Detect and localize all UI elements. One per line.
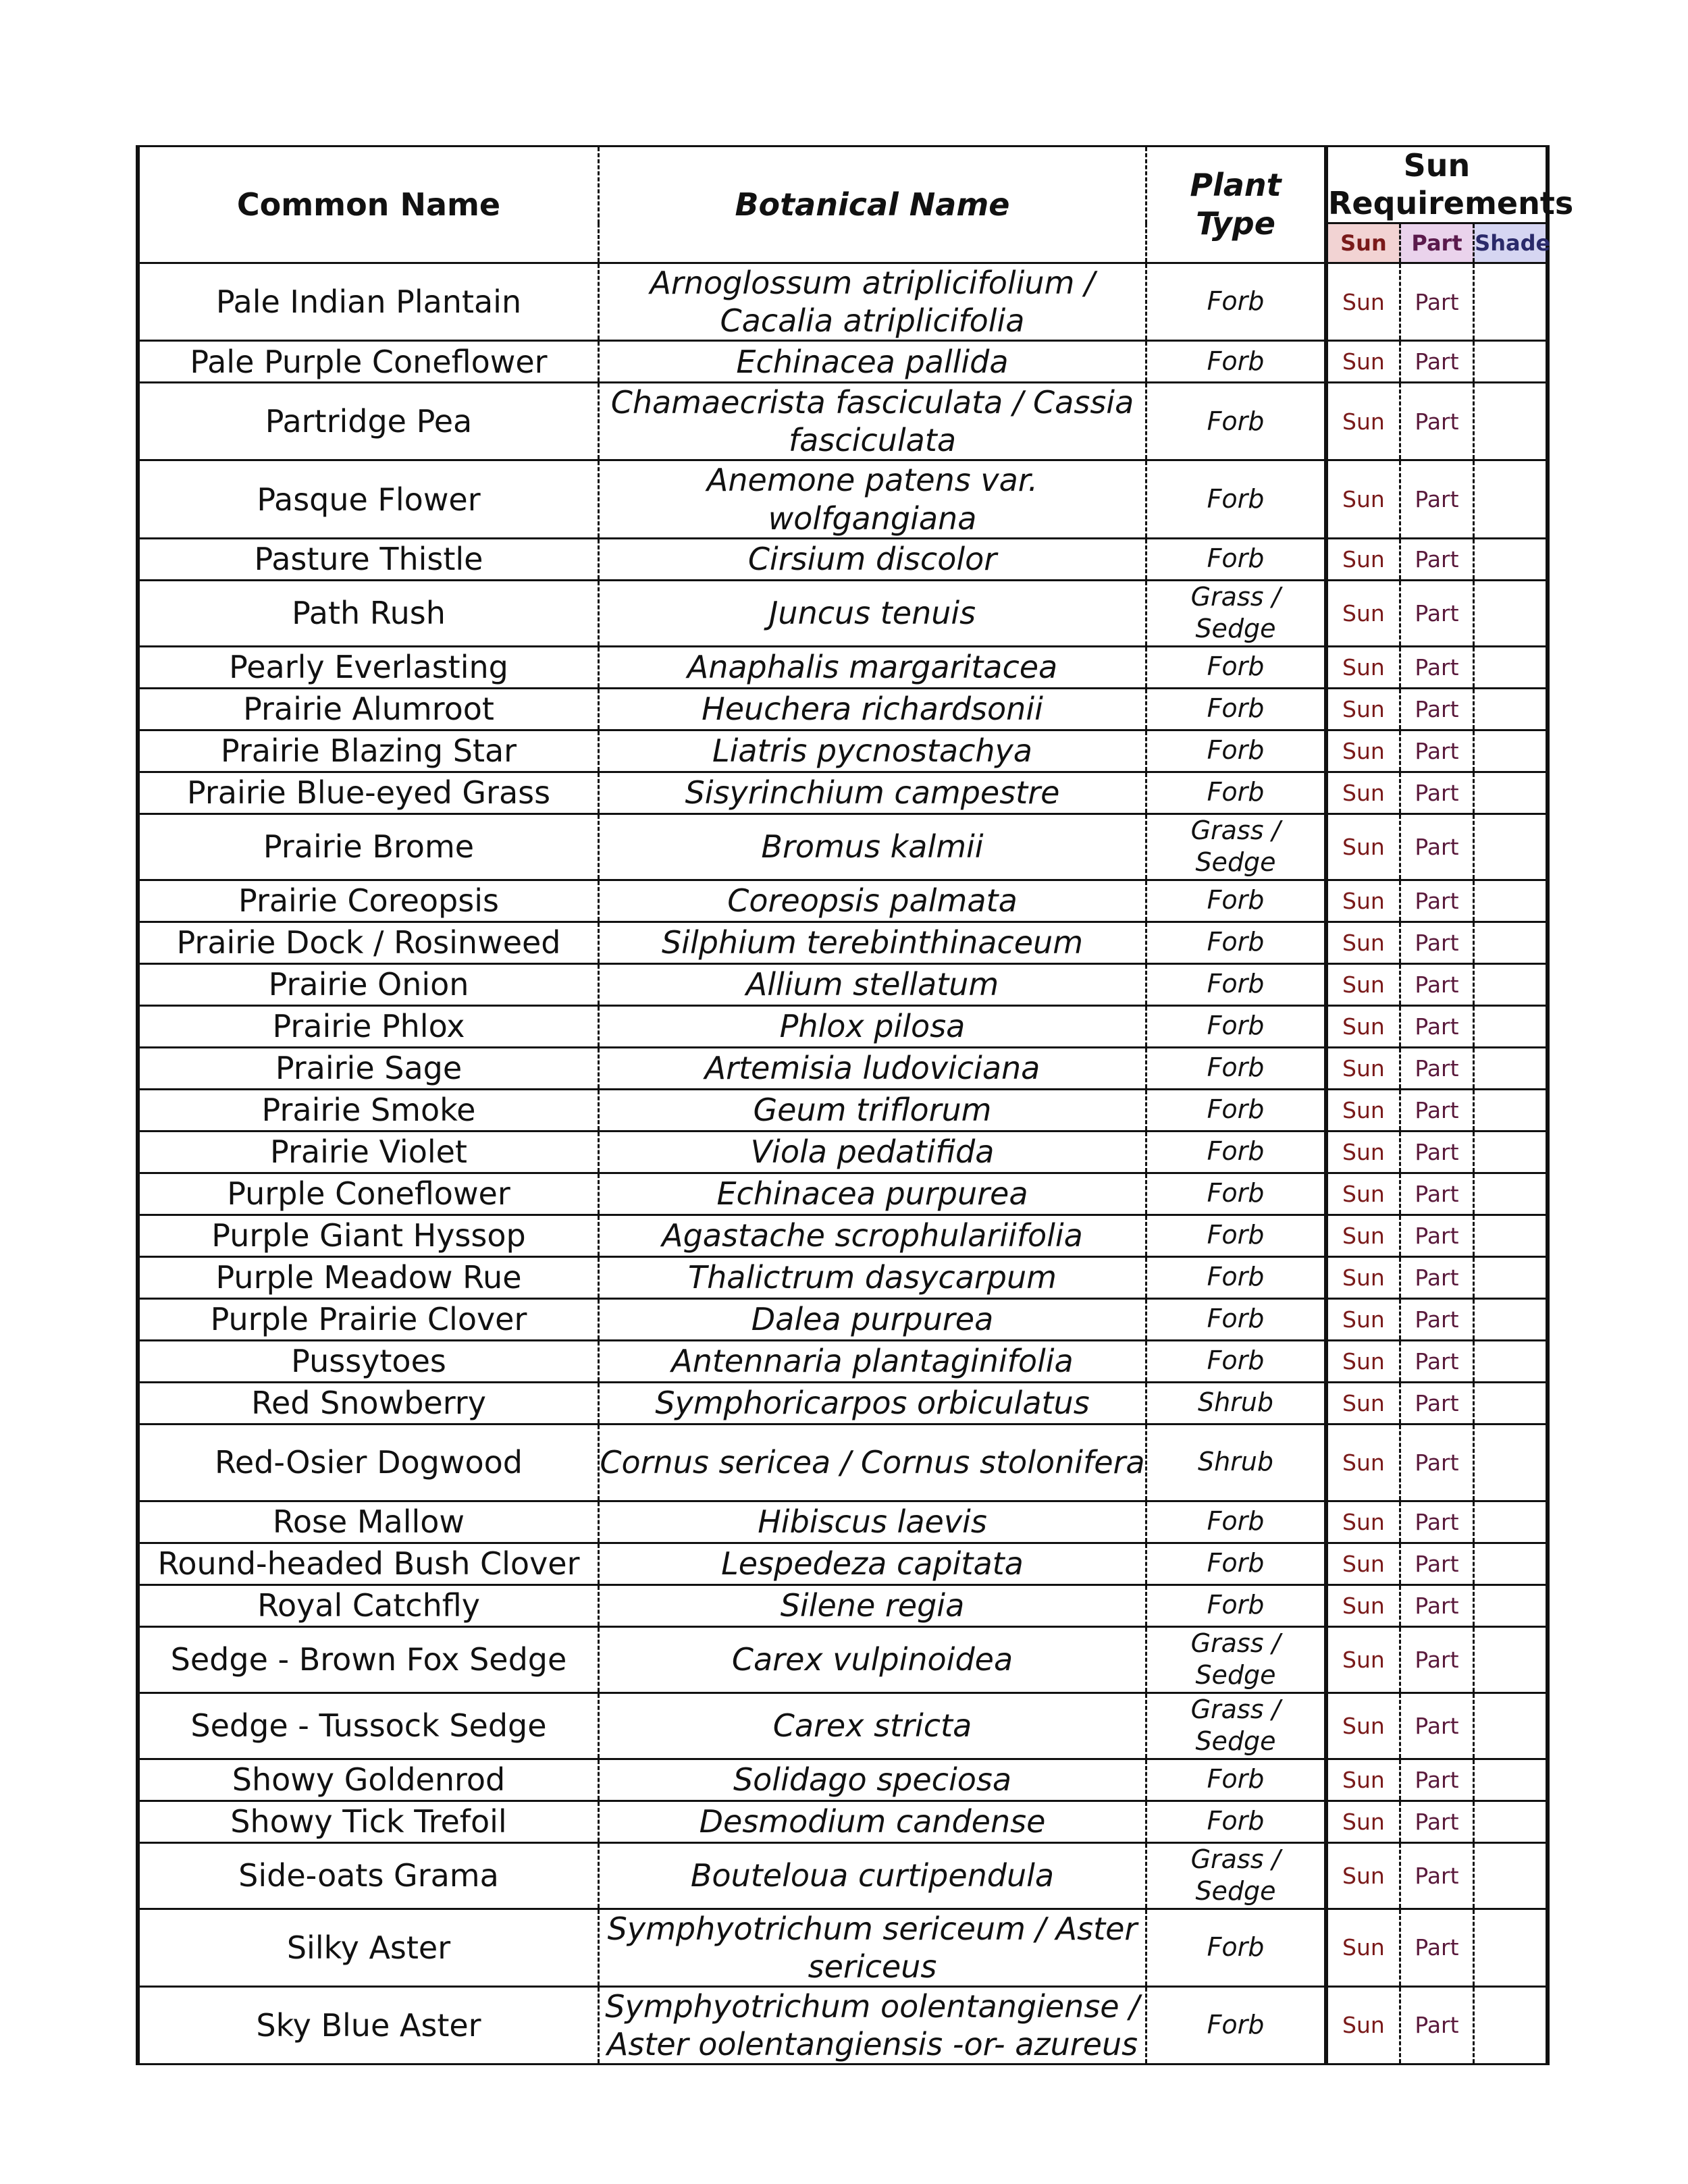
- common-name-cell: Showy Goldenrod: [138, 1759, 599, 1801]
- shade-cell: [1474, 1801, 1548, 1842]
- sun-cell: Sun: [1326, 1501, 1400, 1543]
- common-name-cell: Purple Coneflower: [138, 1173, 599, 1215]
- plant-type-cell: Grass / Sedge: [1146, 814, 1327, 880]
- part-cell: Part: [1400, 538, 1473, 580]
- botanical-name-cell: Viola pedatifida: [599, 1131, 1146, 1173]
- common-name-cell: Silky Aster: [138, 1909, 599, 1986]
- botanical-name-cell: Anaphalis margaritacea: [599, 646, 1146, 688]
- part-cell: Part: [1400, 1584, 1473, 1626]
- common-name-cell: Sky Blue Aster: [138, 1986, 599, 2064]
- common-name-cell: Prairie Sage: [138, 1047, 599, 1089]
- common-name-cell: Prairie Phlox: [138, 1005, 599, 1047]
- part-cell: Part: [1400, 1501, 1473, 1543]
- part-cell: Part: [1400, 383, 1473, 460]
- shade-cell: [1474, 538, 1548, 580]
- sun-cell: Sun: [1326, 341, 1400, 383]
- botanical-name-cell: Heuchera richardsonii: [599, 688, 1146, 730]
- sun-cell: Sun: [1326, 922, 1400, 963]
- shade-cell: [1474, 730, 1548, 772]
- sun-cell: Sun: [1326, 1759, 1400, 1801]
- header-botanical-name: Botanical Name: [599, 147, 1146, 263]
- common-name-cell: Round-headed Bush Clover: [138, 1543, 599, 1584]
- common-name-cell: Rose Mallow: [138, 1501, 599, 1543]
- part-cell: Part: [1400, 580, 1473, 646]
- table-row: [138, 1256, 1548, 1298]
- botanical-name-cell: Symphyotrichum oolentangiense / Aster oolentangiensis -or- azureus: [599, 1986, 1146, 2064]
- sun-cell: Sun: [1326, 1382, 1400, 1424]
- table-row: [138, 730, 1548, 772]
- plant-type-cell: Forb: [1146, 1501, 1327, 1543]
- part-cell: Part: [1400, 922, 1473, 963]
- sun-cell: Sun: [1326, 1801, 1400, 1842]
- botanical-name-cell: Symphoricarpos orbiculatus: [599, 1382, 1146, 1424]
- botanical-name-cell: Carex vulpinoidea: [599, 1626, 1146, 1693]
- part-cell: Part: [1400, 646, 1473, 688]
- part-cell: Part: [1400, 1626, 1473, 1693]
- table-row: [138, 963, 1548, 1005]
- plant-type-cell: Forb: [1146, 1340, 1327, 1382]
- common-name-cell: Purple Prairie Clover: [138, 1298, 599, 1340]
- part-cell: Part: [1400, 1759, 1473, 1801]
- botanical-name-cell: Sisyrinchium campestre: [599, 772, 1146, 814]
- table-row: [138, 1131, 1548, 1173]
- header-common-name: Common Name: [138, 147, 599, 263]
- common-name-cell: Pasque Flower: [138, 460, 599, 538]
- shade-cell: [1474, 341, 1548, 383]
- plant-type-cell: Forb: [1146, 1173, 1327, 1215]
- part-cell: Part: [1400, 460, 1473, 538]
- shade-cell: [1474, 1089, 1548, 1131]
- shade-cell: [1474, 1256, 1548, 1298]
- botanical-name-cell: Solidago speciosa: [599, 1759, 1146, 1801]
- shade-cell: [1474, 922, 1548, 963]
- botanical-name-cell: Dalea purpurea: [599, 1298, 1146, 1340]
- plant-rows: [138, 263, 1548, 2065]
- plant-type-cell: Forb: [1146, 646, 1327, 688]
- shade-cell: [1474, 1626, 1548, 1693]
- botanical-name-cell: Silene regia: [599, 1584, 1146, 1626]
- sun-cell: Sun: [1326, 580, 1400, 646]
- sun-cell: Sun: [1326, 1173, 1400, 1215]
- header-shade: Shade: [1474, 223, 1548, 263]
- shade-cell: [1474, 580, 1548, 646]
- plant-type-cell: Forb: [1146, 263, 1327, 341]
- botanical-name-cell: Bromus kalmii: [599, 814, 1146, 880]
- sun-cell: Sun: [1326, 1131, 1400, 1173]
- sun-cell: Sun: [1326, 1005, 1400, 1047]
- plant-type-cell: Forb: [1146, 1089, 1327, 1131]
- plant-type-cell: Forb: [1146, 1131, 1327, 1173]
- table-row: [138, 1543, 1548, 1584]
- part-cell: Part: [1400, 1842, 1473, 1909]
- table-row: [138, 646, 1548, 688]
- plant-type-cell: Forb: [1146, 922, 1327, 963]
- plant-type-cell: Forb: [1146, 1256, 1327, 1298]
- shade-cell: [1474, 1173, 1548, 1215]
- table-row: [138, 1173, 1548, 1215]
- table-row: [138, 1801, 1548, 1842]
- part-cell: Part: [1400, 1382, 1473, 1424]
- botanical-name-cell: Symphyotrichum sericeum / Aster sericeus: [599, 1909, 1146, 1986]
- table-row: [138, 1298, 1548, 1340]
- table-row: [138, 341, 1548, 383]
- sun-cell: Sun: [1326, 1842, 1400, 1909]
- sun-cell: Sun: [1326, 1584, 1400, 1626]
- part-cell: Part: [1400, 1256, 1473, 1298]
- shade-cell: [1474, 1501, 1548, 1543]
- botanical-name-cell: Antennaria plantaginifolia: [599, 1340, 1146, 1382]
- part-cell: Part: [1400, 880, 1473, 922]
- common-name-cell: Showy Tick Trefoil: [138, 1801, 599, 1842]
- plant-type-cell: Forb: [1146, 383, 1327, 460]
- table-row: [138, 1382, 1548, 1424]
- plant-table: [136, 145, 1574, 2065]
- botanical-name-cell: Geum triflorum: [599, 1089, 1146, 1131]
- shade-cell: [1474, 772, 1548, 814]
- header-sun: Sun: [1326, 223, 1400, 263]
- table-row: [138, 1005, 1548, 1047]
- shade-cell: [1474, 1215, 1548, 1256]
- table-row: [138, 922, 1548, 963]
- sun-cell: Sun: [1326, 730, 1400, 772]
- table-row: [138, 1626, 1548, 1693]
- botanical-name-cell: Echinacea purpurea: [599, 1173, 1146, 1215]
- part-cell: Part: [1400, 1005, 1473, 1047]
- sun-cell: Sun: [1326, 1256, 1400, 1298]
- botanical-name-cell: Juncus tenuis: [599, 580, 1146, 646]
- common-name-cell: Prairie Dock / Rosinweed: [138, 922, 599, 963]
- part-cell: Part: [1400, 1047, 1473, 1089]
- part-cell: Part: [1400, 1801, 1473, 1842]
- sun-cell: Sun: [1326, 1215, 1400, 1256]
- common-name-cell: Prairie Violet: [138, 1131, 599, 1173]
- part-cell: Part: [1400, 688, 1473, 730]
- sun-cell: Sun: [1326, 646, 1400, 688]
- sun-cell: Sun: [1326, 1424, 1400, 1501]
- plant-type-cell: Forb: [1146, 963, 1327, 1005]
- common-name-cell: Red-Osier Dogwood: [138, 1424, 599, 1501]
- plant-type-cell: Forb: [1146, 1543, 1327, 1584]
- part-cell: Part: [1400, 263, 1473, 341]
- table-row: [138, 1215, 1548, 1256]
- common-name-cell: Side-oats Grama: [138, 1842, 599, 1909]
- part-cell: Part: [1400, 963, 1473, 1005]
- sun-cell: Sun: [1326, 963, 1400, 1005]
- sun-cell: Sun: [1326, 1693, 1400, 1759]
- common-name-cell: Purple Meadow Rue: [138, 1256, 599, 1298]
- shade-cell: [1474, 1909, 1548, 1986]
- botanical-name-cell: Bouteloua curtipendula: [599, 1842, 1146, 1909]
- botanical-name-cell: Agastache scrophulariifolia: [599, 1215, 1146, 1256]
- part-cell: Part: [1400, 730, 1473, 772]
- common-name-cell: Prairie Coreopsis: [138, 880, 599, 922]
- common-name-cell: Pussytoes: [138, 1340, 599, 1382]
- botanical-name-cell: Cirsium discolor: [599, 538, 1146, 580]
- table-row: [138, 460, 1548, 538]
- shade-cell: [1474, 1047, 1548, 1089]
- common-name-cell: Prairie Smoke: [138, 1089, 599, 1131]
- sun-cell: Sun: [1326, 772, 1400, 814]
- part-cell: Part: [1400, 1215, 1473, 1256]
- plant-type-cell: Forb: [1146, 1986, 1327, 2064]
- plant-type-cell: Forb: [1146, 1909, 1327, 1986]
- common-name-cell: Sedge - Tussock Sedge: [138, 1693, 599, 1759]
- sun-cell: Sun: [1326, 1909, 1400, 1986]
- shade-cell: [1474, 460, 1548, 538]
- shade-cell: [1474, 1298, 1548, 1340]
- shade-cell: [1474, 963, 1548, 1005]
- common-name-cell: Prairie Onion: [138, 963, 599, 1005]
- plant-type-cell: Forb: [1146, 688, 1327, 730]
- sun-cell: Sun: [1326, 688, 1400, 730]
- table-row: [138, 1759, 1548, 1801]
- botanical-name-cell: Anemone patens var. wolfgangiana: [599, 460, 1146, 538]
- common-name-cell: Pale Purple Coneflower: [138, 341, 599, 383]
- shade-cell: [1474, 688, 1548, 730]
- shade-cell: [1474, 1131, 1548, 1173]
- botanical-name-cell: Cornus sericea / Cornus stolonifera: [599, 1424, 1146, 1501]
- table-row: [138, 538, 1548, 580]
- plant-type-cell: Shrub: [1146, 1424, 1327, 1501]
- sun-cell: Sun: [1326, 1089, 1400, 1131]
- shade-cell: [1474, 814, 1548, 880]
- table-row: [138, 1501, 1548, 1543]
- shade-cell: [1474, 1424, 1548, 1501]
- part-cell: Part: [1400, 1986, 1473, 2064]
- shade-cell: [1474, 1005, 1548, 1047]
- shade-cell: [1474, 1543, 1548, 1584]
- table-row: [138, 880, 1548, 922]
- botanical-name-cell: Arnoglossum atriplicifolium / Cacalia atriplicifolia: [599, 263, 1146, 341]
- botanical-name-cell: Coreopsis palmata: [599, 880, 1146, 922]
- sun-cell: Sun: [1326, 1986, 1400, 2064]
- botanical-name-cell: Thalictrum dasycarpum: [599, 1256, 1146, 1298]
- header-plant-type: Plant Type: [1146, 147, 1327, 263]
- shade-cell: [1474, 383, 1548, 460]
- shade-cell: [1474, 1584, 1548, 1626]
- plant-type-cell: Forb: [1146, 880, 1327, 922]
- table-row: [138, 1089, 1548, 1131]
- part-cell: Part: [1400, 1298, 1473, 1340]
- botanical-name-cell: Allium stellatum: [599, 963, 1146, 1005]
- common-name-cell: Prairie Brome: [138, 814, 599, 880]
- sun-cell: Sun: [1326, 263, 1400, 341]
- plant-type-cell: Forb: [1146, 1801, 1327, 1842]
- botanical-name-cell: Carex stricta: [599, 1693, 1146, 1759]
- shade-cell: [1474, 646, 1548, 688]
- part-cell: Part: [1400, 1340, 1473, 1382]
- header-sun-requirements: Sun Requirements: [1326, 147, 1548, 223]
- common-name-cell: Prairie Alumroot: [138, 688, 599, 730]
- botanical-name-cell: Silphium terebinthinaceum: [599, 922, 1146, 963]
- plant-type-cell: Forb: [1146, 772, 1327, 814]
- botanical-name-cell: Liatris pycnostachya: [599, 730, 1146, 772]
- table-row: [138, 580, 1548, 646]
- table-row: [138, 1047, 1548, 1089]
- common-name-cell: Pasture Thistle: [138, 538, 599, 580]
- common-name-cell: Sedge - Brown Fox Sedge: [138, 1626, 599, 1693]
- botanical-name-cell: Artemisia ludoviciana: [599, 1047, 1146, 1089]
- plant-type-cell: Grass / Sedge: [1146, 580, 1327, 646]
- botanical-name-cell: Hibiscus laevis: [599, 1501, 1146, 1543]
- plant-type-cell: Forb: [1146, 460, 1327, 538]
- common-name-cell: Pale Indian Plantain: [138, 263, 599, 341]
- common-name-cell: Path Rush: [138, 580, 599, 646]
- part-cell: Part: [1400, 1173, 1473, 1215]
- shade-cell: [1474, 1986, 1548, 2064]
- table-row: [138, 1693, 1548, 1759]
- sun-cell: Sun: [1326, 1340, 1400, 1382]
- botanical-name-cell: Lespedeza capitata: [599, 1543, 1146, 1584]
- common-name-cell: Red Snowberry: [138, 1382, 599, 1424]
- shade-cell: [1474, 263, 1548, 341]
- table-row: [138, 1424, 1548, 1501]
- sun-cell: Sun: [1326, 880, 1400, 922]
- plant-type-cell: Grass / Sedge: [1146, 1693, 1327, 1759]
- header-part: Part: [1400, 223, 1473, 263]
- table-row: [138, 1584, 1548, 1626]
- sun-cell: Sun: [1326, 1047, 1400, 1089]
- plant-type-cell: Forb: [1146, 1215, 1327, 1256]
- part-cell: Part: [1400, 772, 1473, 814]
- plant-type-cell: Forb: [1146, 1005, 1327, 1047]
- sun-cell: Sun: [1326, 1298, 1400, 1340]
- sun-cell: Sun: [1326, 538, 1400, 580]
- plant-type-cell: Forb: [1146, 1759, 1327, 1801]
- shade-cell: [1474, 1759, 1548, 1801]
- plant-type-cell: Forb: [1146, 730, 1327, 772]
- plant-type-cell: Forb: [1146, 341, 1327, 383]
- part-cell: Part: [1400, 341, 1473, 383]
- common-name-cell: Partridge Pea: [138, 383, 599, 460]
- table-row: [138, 814, 1548, 880]
- plant-type-cell: Grass / Sedge: [1146, 1626, 1327, 1693]
- common-name-cell: Royal Catchfly: [138, 1584, 599, 1626]
- common-name-cell: Prairie Blue-eyed Grass: [138, 772, 599, 814]
- sun-cell: Sun: [1326, 814, 1400, 880]
- plant-type-cell: Forb: [1146, 538, 1327, 580]
- common-name-cell: Prairie Blazing Star: [138, 730, 599, 772]
- shade-cell: [1474, 1842, 1548, 1909]
- plant-type-cell: Shrub: [1146, 1382, 1327, 1424]
- common-name-cell: Purple Giant Hyssop: [138, 1215, 599, 1256]
- part-cell: Part: [1400, 1089, 1473, 1131]
- plant-type-cell: Forb: [1146, 1584, 1327, 1626]
- botanical-name-cell: Desmodium candense: [599, 1801, 1146, 1842]
- part-cell: Part: [1400, 814, 1473, 880]
- plant-type-cell: Forb: [1146, 1047, 1327, 1089]
- sun-cell: Sun: [1326, 1543, 1400, 1584]
- botanical-name-cell: Chamaecrista fasciculata / Cassia fasciculata: [599, 383, 1146, 460]
- table-row: [138, 383, 1548, 460]
- table-row: [138, 263, 1548, 341]
- botanical-name-cell: Echinacea pallida: [599, 341, 1146, 383]
- sun-cell: Sun: [1326, 383, 1400, 460]
- table-row: [138, 1909, 1548, 1986]
- part-cell: Part: [1400, 1693, 1473, 1759]
- shade-cell: [1474, 1340, 1548, 1382]
- botanical-name-cell: Phlox pilosa: [599, 1005, 1146, 1047]
- shade-cell: [1474, 880, 1548, 922]
- part-cell: Part: [1400, 1424, 1473, 1501]
- table-row: [138, 772, 1548, 814]
- plant-type-cell: Forb: [1146, 1298, 1327, 1340]
- plant-type-cell: Grass / Sedge: [1146, 1842, 1327, 1909]
- part-cell: Part: [1400, 1909, 1473, 1986]
- shade-cell: [1474, 1693, 1548, 1759]
- table-row: [138, 688, 1548, 730]
- sun-cell: Sun: [1326, 1626, 1400, 1693]
- part-cell: Part: [1400, 1543, 1473, 1584]
- table-row: [138, 1340, 1548, 1382]
- part-cell: Part: [1400, 1131, 1473, 1173]
- table-row: [138, 1986, 1548, 2064]
- common-name-cell: Pearly Everlasting: [138, 646, 599, 688]
- shade-cell: [1474, 1382, 1548, 1424]
- table-row: [138, 1842, 1548, 1909]
- sun-cell: Sun: [1326, 460, 1400, 538]
